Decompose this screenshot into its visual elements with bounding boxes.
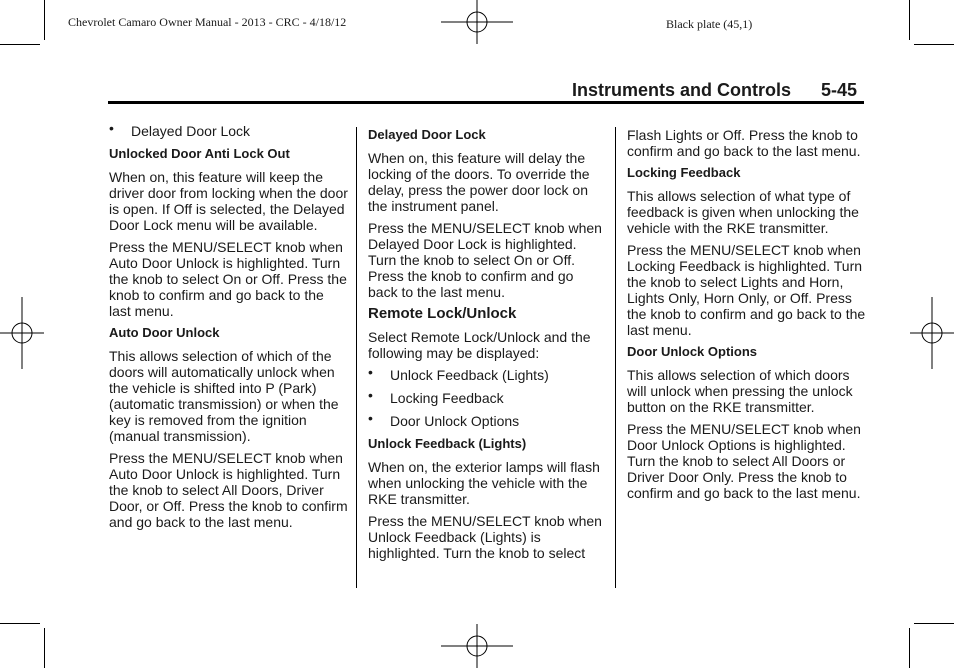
list-item-text: Door Unlock Options <box>390 413 520 429</box>
list-item <box>368 364 606 383</box>
bullet-icon: • <box>368 387 373 403</box>
list-item-text: Locking Feedback <box>390 390 504 406</box>
running-header-left: Chevrolet Camaro Owner Manual - 2013 - CRC - 4/18/12 <box>68 15 347 29</box>
column-1 <box>109 120 349 536</box>
subheading-unlock-feedback: Unlock Feedback (Lights) <box>368 436 527 451</box>
crop-mark <box>909 628 910 668</box>
paragraph: When on, this feature will delay the locking of the doors. To override the delay, press the power door lock on the instrument panel. <box>368 150 590 214</box>
list-item <box>368 387 606 406</box>
crop-mark <box>44 628 45 668</box>
bullet-icon: • <box>368 410 373 426</box>
registration-mark-right <box>910 297 954 369</box>
subheading-door-unlock-options: Door Unlock Options <box>627 344 757 359</box>
crop-mark <box>0 44 40 45</box>
paragraph: Press the MENU/SELECT knob when Auto Door Unlock is highlighted. Turn the knob to select All Doors, Driver Door, or Off. Press the knob to confirm and go back to the last menu. <box>109 450 348 530</box>
list-item-text: Delayed Door Lock <box>131 123 251 139</box>
heading-remote-lock-unlock: Remote Lock/Unlock <box>368 305 517 322</box>
column-divider-1 <box>356 127 357 588</box>
crop-mark <box>0 623 40 624</box>
paragraph: Select Remote Lock/Unlock and the following may be displayed: <box>368 329 591 361</box>
registration-mark-left <box>0 297 44 369</box>
paragraph: This allows selection of which of the doors will automatically unlock when the vehicle is shifted into P (Park) (automatic transmission) or when the key is removed from the ignition (manual transmission). <box>109 348 339 444</box>
registration-mark-top <box>441 0 513 44</box>
subheading-locking-feedback: Locking Feedback <box>627 165 741 180</box>
column-divider-2 <box>615 127 616 588</box>
bullet-list <box>368 364 606 429</box>
header-rule <box>108 101 864 104</box>
paragraph: This allows selection of what type of feedback is given when unlocking the vehicle with the RKE transmitter. <box>627 188 859 236</box>
paragraph: Press the MENU/SELECT knob when Locking Feedback is highlighted. Turn the knob to select Lights and Horn, Lights Only, Horn Only, or Off. Press the knob to confirm and go back to the last menu. <box>627 242 866 338</box>
crop-mark <box>909 0 910 40</box>
column-2 <box>368 127 606 567</box>
subheading-delayed-door-lock: Delayed Door Lock <box>368 127 486 142</box>
paragraph: Press the MENU/SELECT knob when Unlock Feedback (Lights) is highlighted. Turn the knob to select <box>368 513 602 561</box>
bullet-icon: • <box>368 364 373 380</box>
paragraph: Press the MENU/SELECT knob when Door Unlock Options is highlighted. Turn the knob to select All Doors or Driver Door Only. Press the knob to confirm and go back to the last menu. <box>627 421 861 501</box>
paragraph: Press the MENU/SELECT knob when Auto Door Unlock is highlighted. Turn the knob to select On or Off. Press the knob to confirm and go back to the last menu. <box>109 239 347 319</box>
list-item <box>109 120 349 139</box>
paragraph: Press the MENU/SELECT knob when Delayed Door Lock is highlighted. Turn the knob to select On or Off. Press the knob to confirm and go back to the last menu. <box>368 220 602 300</box>
paragraph: Flash Lights or Off. Press the knob to confirm and go back to the last menu. <box>627 127 861 159</box>
paragraph: This allows selection of which doors will unlock when pressing the unlock button on the RKE transmitter. <box>627 367 853 415</box>
registration-mark-bottom <box>441 624 513 668</box>
subheading-auto-door-unlock: Auto Door Unlock <box>109 325 220 340</box>
page-number: 5-45 <box>821 80 858 100</box>
subheading-unlocked-door-anti-lock-out: Unlocked Door Anti Lock Out <box>109 146 290 161</box>
bullet-list <box>109 120 349 139</box>
list-item-text: Unlock Feedback (Lights) <box>390 367 549 383</box>
crop-mark <box>44 0 45 40</box>
section-title: Instruments and Controls <box>572 80 792 100</box>
list-item <box>368 410 606 429</box>
column-3 <box>627 127 867 507</box>
paragraph: When on, the exterior lamps will flash when unlocking the vehicle with the RKE transmitter. <box>368 459 600 507</box>
crop-mark <box>914 44 954 45</box>
paragraph: When on, this feature will keep the driver door from locking when the door is open. If Off is selected, the Delayed Door Lock menu will be available. <box>109 169 348 233</box>
section-heading <box>572 80 857 101</box>
crop-mark <box>914 623 954 624</box>
running-header-right: Black plate (45,1) <box>666 17 753 31</box>
bullet-icon: • <box>109 120 114 136</box>
